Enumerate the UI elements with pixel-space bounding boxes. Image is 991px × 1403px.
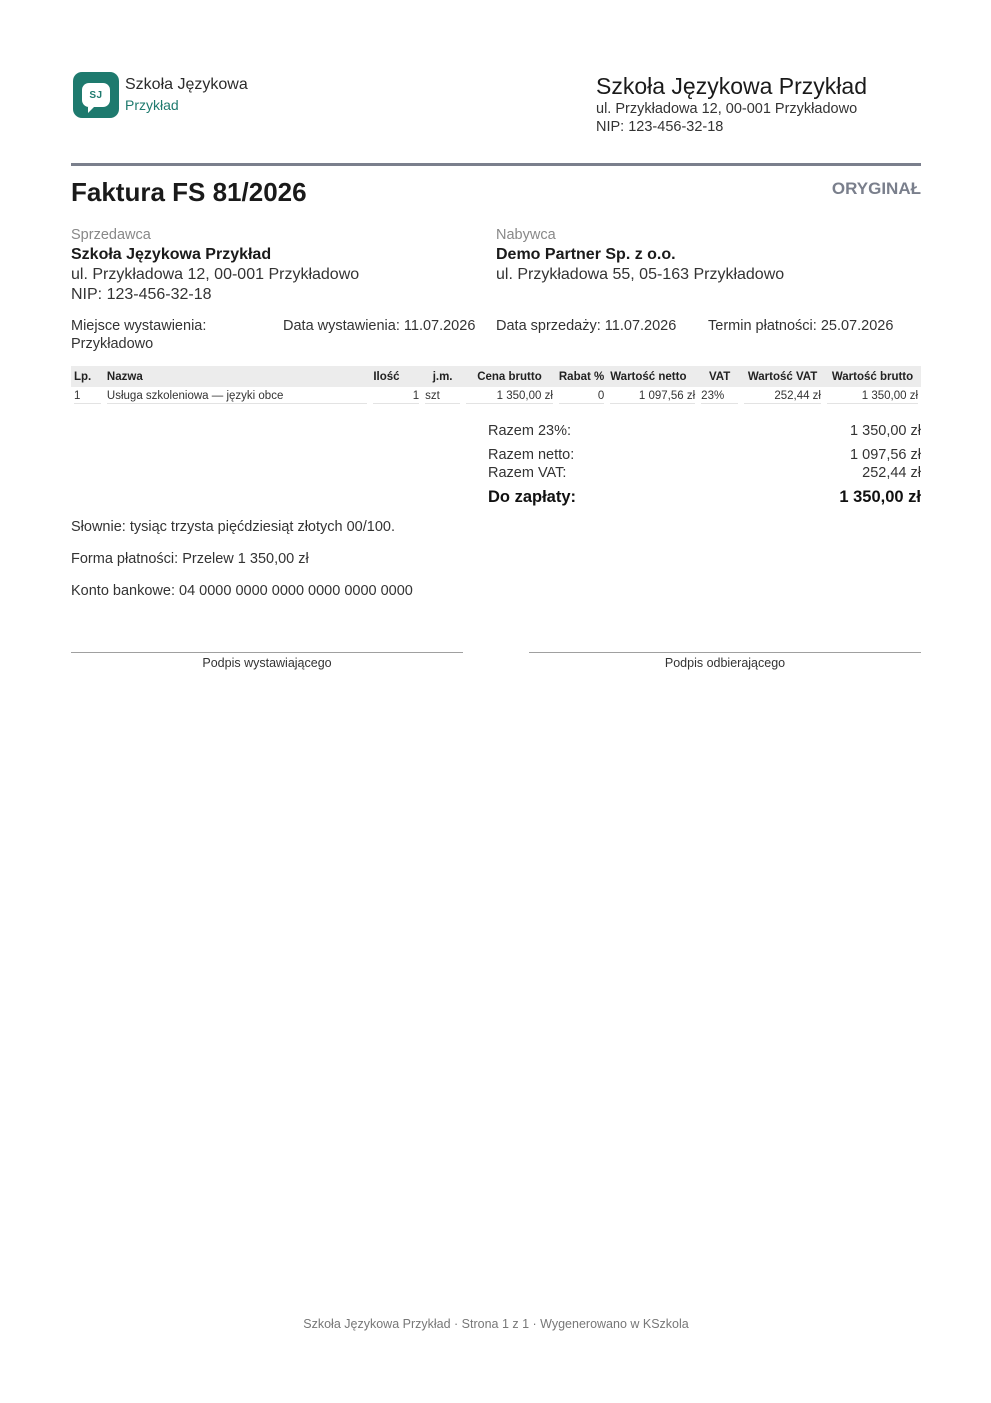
- cell-discount: 0: [556, 387, 607, 407]
- issuer-header: [596, 72, 867, 136]
- receiver-signature-label: Podpis odbierającego: [664, 656, 786, 670]
- sale-date: Data sprzedaży: 11.07.2026: [496, 318, 677, 334]
- col-header-vat-value: Wartość VAT: [741, 366, 824, 387]
- totals-block: [488, 422, 921, 508]
- issuer-nip: NIP: 123-456-32-18: [596, 119, 724, 135]
- amount-in-words: Słownie: tysiąc trzysta pięćdziesiąt złotych 00/100.: [71, 519, 395, 535]
- buyer-label: Nabywca: [496, 227, 556, 243]
- issue-place-label: Miejsce wystawienia:: [71, 318, 207, 334]
- logo-mark: [73, 72, 119, 118]
- cell-gross-price: 1 350,00 zł: [463, 387, 556, 407]
- due-date: Termin płatności: 25.07.2026: [708, 318, 894, 334]
- total-net-label: Razem netto:: [488, 447, 575, 463]
- total-vat-label: Razem VAT:: [488, 465, 567, 481]
- total-vat23-label: Razem 23%:: [488, 423, 572, 439]
- col-header-discount: Rabat %: [556, 366, 607, 387]
- table-header-row: [71, 366, 921, 387]
- col-header-lp: Lp.: [71, 366, 104, 387]
- issue-place: [71, 317, 206, 353]
- buyer-name: Demo Partner Sp. z o.o.: [496, 246, 676, 263]
- speech-bubble-icon: [82, 83, 110, 107]
- total-vat-row: [488, 464, 921, 482]
- amount-due-label: Do zapłaty:: [488, 488, 577, 506]
- logo-initials: SJ: [89, 89, 103, 101]
- issue-place-value: Przykładowo: [71, 336, 154, 352]
- seller-nip: NIP: 123-456-32-18: [71, 286, 212, 303]
- total-vat23-value: 1 350,00 zł: [850, 423, 921, 439]
- col-header-vat: VAT: [698, 366, 741, 387]
- cell-vat: 23%: [698, 387, 741, 407]
- issuer-address: ul. Przykładowa 12, 00-001 Przykładowo: [596, 101, 858, 117]
- amount-due-value: 1 350,00 zł: [839, 488, 921, 506]
- bank-account: Konto bankowe: 04 0000 0000 0000 0000 0000 0000: [71, 583, 413, 599]
- issue-date: Data wystawienia: 11.07.2026: [283, 318, 476, 334]
- invoice-title: Faktura FS 81/2026: [71, 177, 307, 207]
- payment-form: Forma płatności: Przelew 1 350,00 zł: [71, 551, 309, 567]
- col-header-gross-price: Cena brutto: [463, 366, 556, 387]
- buyer-address: ul. Przykładowa 55, 05-163 Przykładowo: [496, 266, 785, 283]
- seller-block: [71, 226, 359, 305]
- col-header-gross-value: Wartość brutto: [824, 366, 921, 387]
- total-vat23-row: [488, 422, 921, 440]
- col-header-unit: j.m.: [422, 366, 463, 387]
- cell-qty: 1: [370, 387, 422, 407]
- copy-label: ORYGINAŁ: [831, 179, 921, 198]
- cell-gross-value: 1 350,00 zł: [824, 387, 921, 407]
- logo-line2: Przykład: [125, 97, 179, 113]
- issuer-signature-line: [71, 652, 463, 670]
- cell-net-value: 1 097,56 zł: [607, 387, 698, 407]
- total-net-row: [488, 446, 921, 464]
- cell-unit: szt: [422, 387, 463, 407]
- invoice-page: [71, 0, 921, 1403]
- cell-vat-value: 252,44 zł: [741, 387, 824, 407]
- col-header-name: Nazwa: [104, 366, 370, 387]
- cell-lp: 1: [71, 387, 104, 407]
- items-table: [71, 366, 921, 407]
- buyer-block: [496, 226, 784, 285]
- cell-name: Usługa szkoleniowa — języki obce: [104, 387, 370, 407]
- col-header-qty: Ilość: [370, 366, 422, 387]
- logo-line1: Szkoła Językowa: [125, 76, 248, 93]
- header-divider: [71, 163, 921, 166]
- total-vat-value: 252,44 zł: [862, 465, 921, 481]
- seller-label: Sprzedawca: [71, 227, 151, 243]
- col-header-net-value: Wartość netto: [607, 366, 698, 387]
- seller-address: ul. Przykładowa 12, 00-001 Przykładowo: [71, 266, 360, 283]
- table-row: [71, 387, 921, 407]
- receiver-signature-line: [529, 652, 921, 670]
- issuer-signature-label: Podpis wystawiającego: [202, 656, 332, 670]
- seller-name: Szkoła Językowa Przykład: [71, 246, 272, 263]
- logo-wordmark: [125, 75, 248, 115]
- issuer-name: Szkoła Językowa Przykład: [596, 73, 867, 99]
- school-logo: [73, 72, 248, 118]
- amount-due-row: [488, 486, 921, 508]
- total-net-value: 1 097,56 zł: [850, 447, 921, 463]
- page-footer: Szkoła Językowa Przykład · Strona 1 z 1 · Wygenerowano w KSzkola: [303, 1317, 689, 1331]
